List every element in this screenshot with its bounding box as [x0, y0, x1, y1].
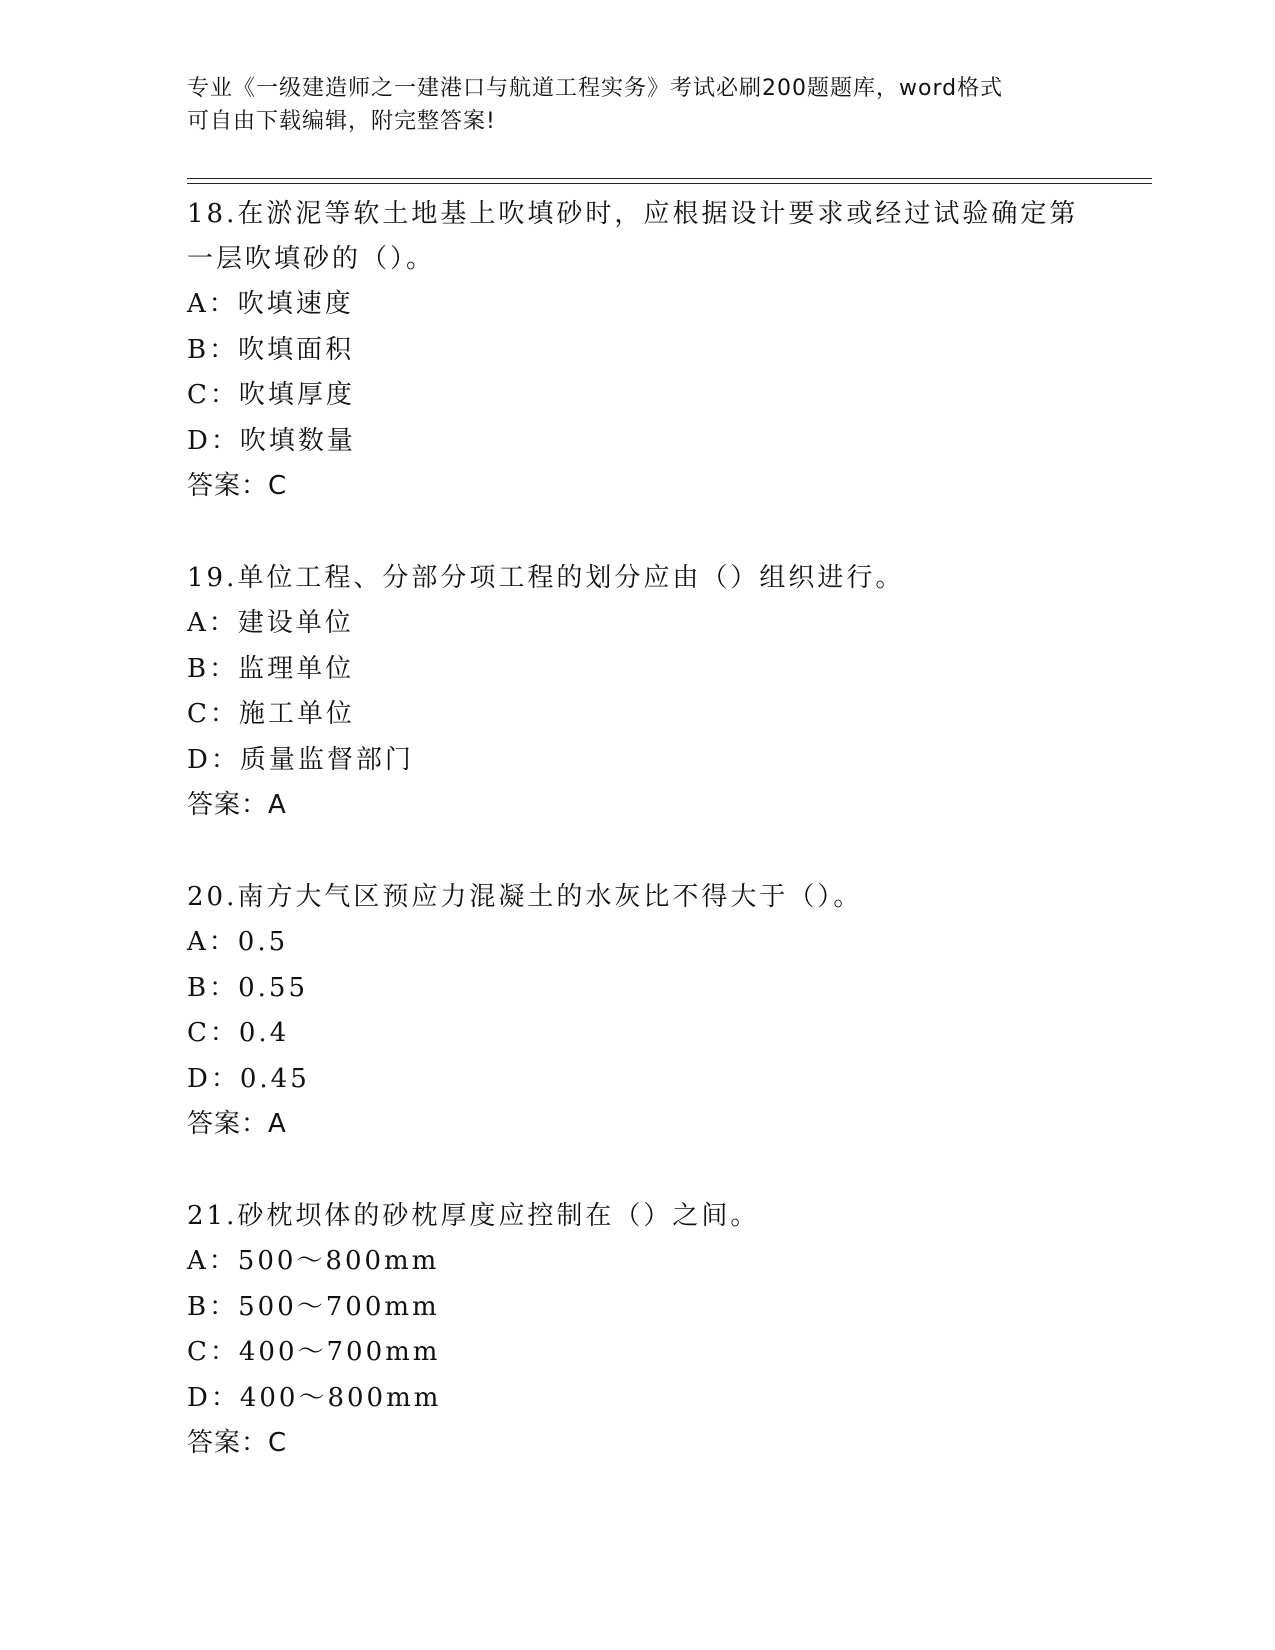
question-18	[187, 192, 1087, 509]
header-divider-bottom	[187, 183, 1152, 184]
option-d: D：吹填数量	[187, 425, 356, 456]
question-list	[187, 192, 1087, 1466]
question-stem-line: 18.在淤泥等软土地基上吹填砂时，应根据设计要求或经过试验确定第	[187, 199, 1079, 229]
option-d: D：质量监督部门	[187, 744, 414, 775]
answer-line: 答案：C	[187, 471, 288, 501]
option-a: A：0.5	[187, 927, 289, 957]
option-a: A：500～800mm	[187, 1246, 440, 1276]
header-title-line-1: 专业《一级建造师之一建港口与航道工程实务》考试必刷200题题库，word格式	[187, 76, 1004, 101]
question-spacer	[187, 828, 1087, 875]
header-title-line-2: 可自由下载编辑，附完整答案!	[187, 109, 496, 134]
question-20	[187, 875, 1087, 1147]
option-b: B：0.55	[187, 972, 308, 1003]
answer-line: 答案：A	[187, 1109, 287, 1139]
option-b: B：监理单位	[187, 653, 355, 684]
header-divider-top	[187, 178, 1152, 179]
document-header	[187, 72, 1087, 138]
question-21	[187, 1194, 1087, 1466]
option-a: A：建设单位	[187, 608, 354, 638]
question-19	[187, 556, 1087, 828]
question-stem-line: 20.南方大气区预应力混凝土的水灰比不得大于（）。	[187, 882, 863, 912]
question-stem-line: 19.单位工程、分部分项工程的划分应由（）组织进行。	[187, 563, 905, 593]
question-stem-line: 21.砂枕坝体的砂枕厚度应控制在（）之间。	[187, 1201, 760, 1231]
option-c: C：400～700mm	[187, 1337, 441, 1367]
option-c: C：0.4	[187, 1018, 290, 1048]
option-b: B：500～700mm	[187, 1291, 440, 1322]
option-c: C：施工单位	[187, 699, 355, 729]
option-a: A：吹填速度	[187, 289, 354, 319]
question-spacer	[187, 1147, 1087, 1194]
option-d: D：400～800mm	[187, 1382, 442, 1413]
answer-line: 答案：C	[187, 1428, 288, 1458]
question-stem-line: 一层吹填砂的（）。	[187, 244, 436, 274]
option-d: D：0.45	[187, 1063, 310, 1094]
answer-line: 答案：A	[187, 790, 287, 820]
option-c: C：吹填厚度	[187, 380, 355, 410]
option-b: B：吹填面积	[187, 334, 355, 365]
question-spacer	[187, 509, 1087, 556]
